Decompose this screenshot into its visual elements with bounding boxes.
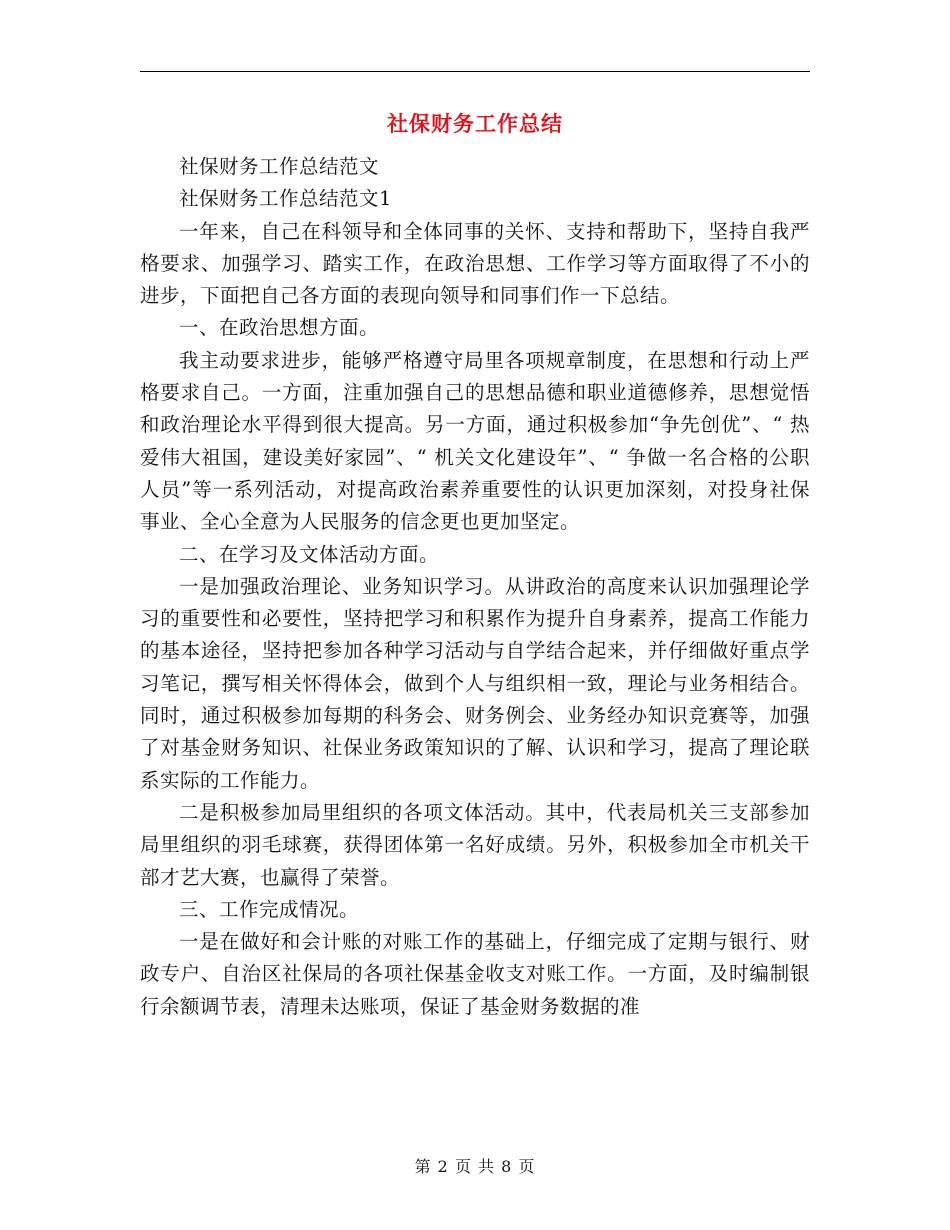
document-body (140, 151, 810, 1023)
section-heading-politics: 一、在政治思想方面。 (179, 316, 380, 340)
paragraph-politics: 我主动要求进步，能够严格遵守局里各项规章制度，在思想和行动上严格要求自己。一方面，注重加强自己的思想品德和职业道德修养，思想觉悟和政治理论水平得到很大提高。另一方面，通过积极参加“争先创优”、“ 热爱伟大祖国，建设美好家园”、“ 机关文化建设年”、“ 争做一名合格的公职人员”等一系列活动，对提高政治素养重要性的认识更加深刻，对投身社保事业、全心全意为人民服务的信念更也更加坚定。 (140, 348, 810, 534)
paragraph-study-1: 一是加强政治理论、业务知识学习。从讲政治的高度来认识加强理论学习的重要性和必要性，坚持把学习和积累作为提升自身素养，提高工作能力的基本途径，坚持把参加各种学习活动与自学结合起来，并仔细做好重点学习笔记，撰写相关怀得体会，做到个人与组织相一致，理论与业务相结合。同时，通过积极参加每期的科务会、财务例会、业务经办知识竞赛等，加强了对基金财务知识、社保业务政策知识的了解、认识和学习，提高了理论联系实际的工作能力。 (140, 574, 810, 792)
paragraph-study-2: 二是积极参加局里组织的各项文体活动。其中，代表局机关三支部参加局里组织的羽毛球赛，获得团体第一名好成绩。另外，积极参加全市机关干部才艺大赛，也赢得了荣誉。 (140, 800, 810, 889)
section-heading-work: 三、工作完成情况。 (179, 897, 360, 921)
document-title: 社保财务工作总结 (387, 112, 563, 136)
paragraph-subtitle: 社保财务工作总结范文 (179, 155, 380, 178)
paragraph-work-1: 一是在做好和会计账的对账工作的基础上，仔细完成了定期与银行、财政专户、自治区社保局的各项社保基金收支对账工作。一方面，及时编制银行余额调节表，清理未达账项，保证了基金财务数据的准 (140, 930, 810, 1018)
paragraph-subtitle-1: 社保财务工作总结范文1 (179, 187, 392, 211)
header-rule (140, 71, 810, 72)
page-number: 第 2 页 共 8 页 (414, 1157, 536, 1176)
section-heading-study: 二、在学习及文体活动方面。 (179, 542, 440, 566)
paragraph-intro: 一年来，自己在科领导和全体同事的关怀、支持和帮助下，坚持自我严格要求、加强学习、踏实工作，在政治思想、工作学习等方面取得了不小的进步，下面把自己各方面的表现向领导和同事们作一下总结。 (140, 219, 810, 308)
